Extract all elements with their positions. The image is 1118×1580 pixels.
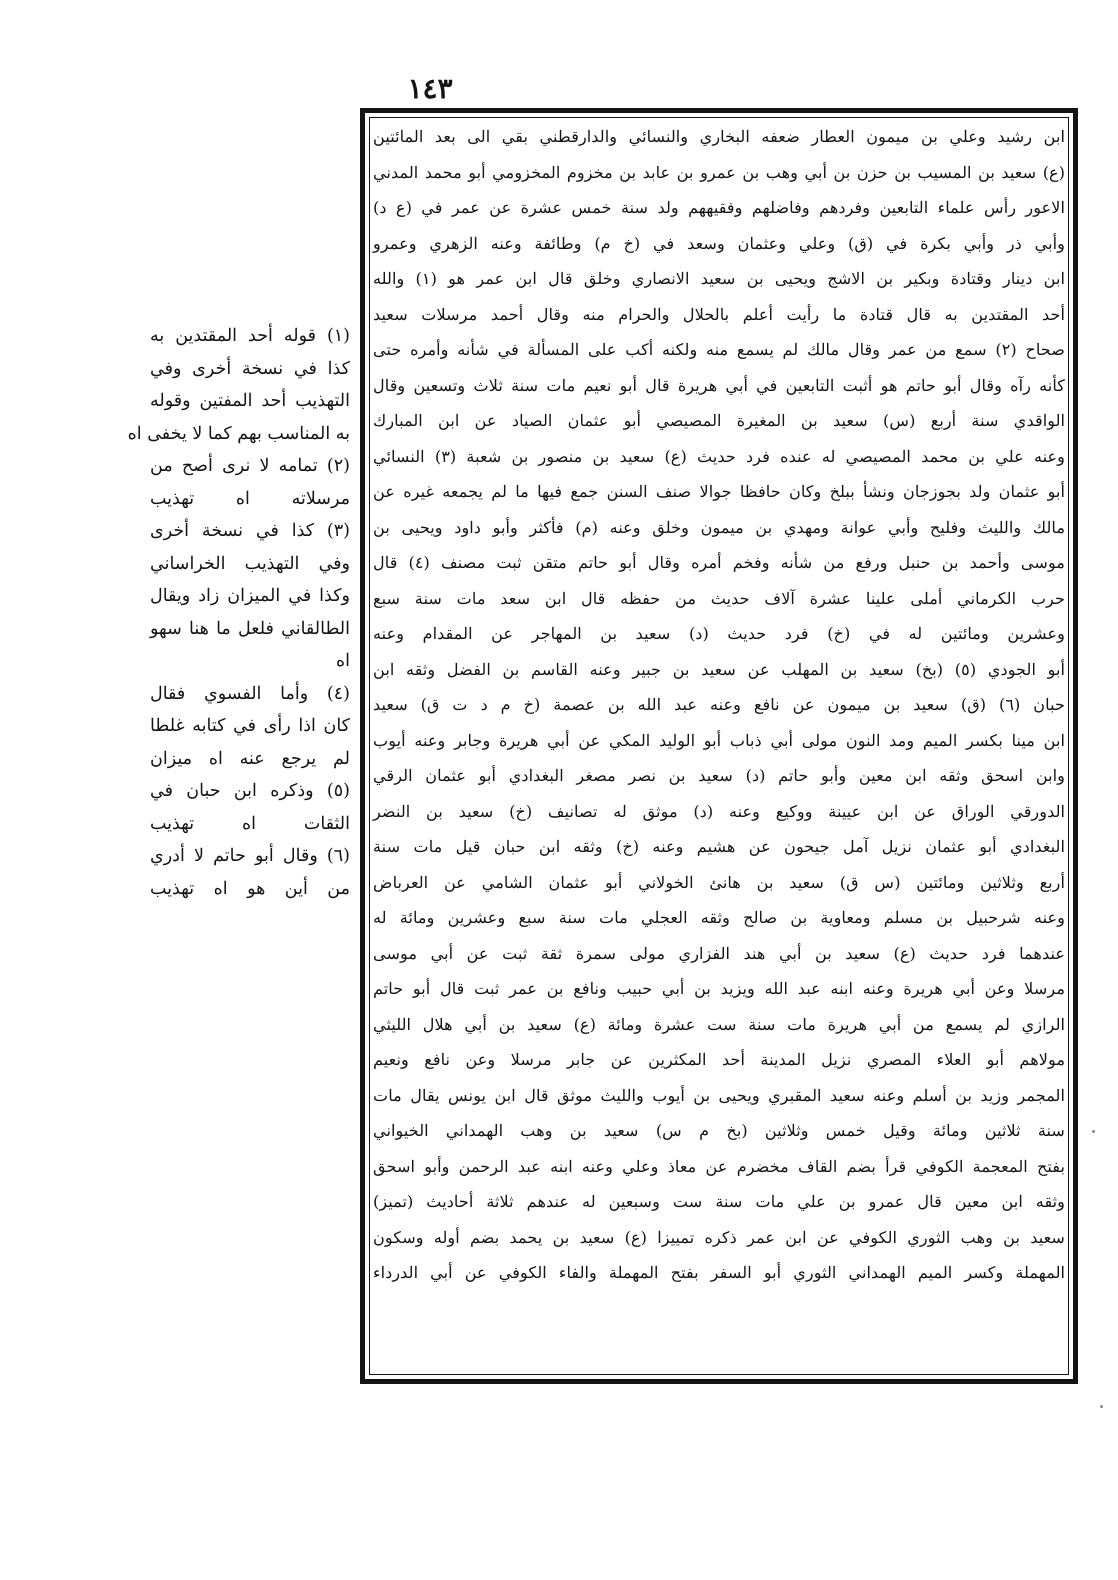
text-line: صحاح (٢) سمع من عمر وقال مالك لم يسمع منه ولكنه أكب على المسألة في شأنه وأمره حتى [373, 340, 1066, 359]
text-line: كأنه رآه وقال أبو حاتم هو أثبت التابعين في أبي هريرة قال أبو نعيم مات سنة ثلاث وتسعين وقال [373, 375, 1065, 395]
text-line: أربع وثلاثين ومائتين (س ق) سعيد بن هانئ الخولاني أبو عثمان الشامي عن العرباض [373, 872, 1065, 892]
paper-speck [1100, 1405, 1103, 1408]
footnote-line: الثقات اه تهذيب [150, 813, 350, 834]
text-line [373, 1291, 1065, 1327]
text-line: أحد المقتدين به قال قتادة ما رأيت أعلم بالحلال والحرام منه وقال أحمد مرسلات سعيد [373, 304, 1065, 324]
text-line: البغدادي أبو عثمان نزيل آمل جيحون عن هشيم وعنه (خ) وثقه ابن حبان قيل مات سنة [373, 837, 1065, 856]
footnote-line: مرسلاته اه تهذيب [150, 488, 350, 509]
text-line: عندهما فرد حديث (ع) سعيد بن أبي هند الفزاري مولى سمرة ثقة ثبت عن أبي موسى [373, 943, 1065, 963]
text-line: وأبي ذر وأبي بكرة في (ق) وعلي وعثمان وسعد في (خ م) وطائفة وعنه الزهري وعمرو [373, 233, 1065, 253]
text-line: حبان (٦) (ق) سعيد بن ميمون عن نافع وعنه عبد الله بن عصمة (خ م د ت ق) سعيد [373, 695, 1065, 714]
text-line: المجمر وزيد بن أسلم وعنه سعيد المقبري ويحيى بن أيوب والليث موثق قال ابن يونس يقال مات [373, 1085, 1065, 1105]
text-line: مرسلا وعن أبي هريرة وعنه ابنه عبد الله ويزيد بن أبي حبيب ونافع بن عمر ثبت قال أبو حاتم [373, 979, 1065, 998]
text-line: (ع) سعيد بن المسيب بن حزن بن أبي وهب بن عمرو بن عابد بن مخزوم المخزومي أبو محمد المدني [373, 162, 1065, 182]
text-line: الرازي لم يسمع من أبي هريرة مات سنة ست عشرة ومائة (ع) سعيد بن أبي هلال الليثي [373, 1014, 1065, 1034]
footnote-line: (٣) كذا في نسخة أخرى [150, 521, 350, 541]
main-text-block [373, 119, 1065, 1373]
footnote-line: لم يرجع عنه اه ميزان [150, 748, 350, 769]
paper-speck [1092, 1130, 1095, 1133]
text-line: ابن مينا بكسر الميم ومد النون مولى أبي ذباب أبو الوليد المكي عن أبي هريرة وجابر وعنه أيوب [373, 730, 1065, 750]
text-line: وعنه شرحبيل بن مسلم ومعاوية بن صالح وثقه العجلي مات سنة سبع وعشرين ومائة له [373, 908, 1065, 927]
text-line: ابن دينار وقتادة وبكير بن الاشج ويحيى بن سعيد الانصاري وخلق قال ابن عمر هو (١) والله [373, 269, 1065, 288]
text-line: وعنه علي بن محمد المصيصي له عنده فرد حديث (ع) سعيد بن منصور بن شعبة (٣) النسائي [373, 446, 1065, 466]
footnote-line: (٦) وقال أبو حاتم لا أدري [150, 846, 350, 866]
footnote-line: من أين هو اه تهذيب [150, 878, 350, 899]
text-line: أبو الجودي (٥) (بخ) سعيد بن المهلب عن سعيد بن جبير وعنه القاسم بن الفضل وثقه ابن [373, 659, 1065, 679]
text-line: وعشرين ومائتين له في (خ) فرد حديث (د) سعيد بن المهاجر عن المقدام وعنه [373, 624, 1065, 643]
text-line: وثقه ابن معين قال عمرو بن علي مات سنة ست وسبعين له عندهم ثلاثة أحاديث (تميز) [373, 1192, 1065, 1211]
footnote-line: (١) قوله أحد المقتدين به [150, 326, 350, 346]
footnote-line: كان اذا رأى في كتابه غلطا [150, 716, 350, 736]
footnote-line: وكذا في الميزان زاد ويقال [150, 586, 350, 606]
text-line: سعيد بن وهب الثوري الكوفي عن ابن عمر ذكره تمييزا (ع) سعيد بن يحمد بضم أوله وسكون [373, 1227, 1065, 1247]
page-number: ١٤٣ [407, 72, 453, 105]
footnote-line: (٢) تمامه لا نرى أصح من [150, 456, 350, 476]
footnote-line: كذا في نسخة أخرى وفي [150, 358, 350, 379]
footnote-line: الطالقاني فلعل ما هنا سهو [150, 618, 350, 639]
footnote-line: اه [335, 651, 350, 671]
text-line: الدورقي الوراق عن ابن عيينة ووكيع وعنه (د) موثق له تصانيف (خ) سعيد بن النضر [373, 801, 1065, 821]
main-text-frame [360, 108, 1078, 1384]
text-line: بفتح المعجمة الكوفي قرأ بضم القاف مخضرم عن معاذ وعلي وعنه ابنه عبد الرحمن وأبو اسحق [373, 1156, 1065, 1176]
margin-footnotes [127, 320, 350, 905]
footnote-line: به المناسب بهم كما لا يخفى اه [127, 423, 350, 444]
text-line: مالك والليث وفليح وأبي عوانة ومهدي بن ميمون وخلق وعنه (م) فأكثر وأبو داود ويحيى بن [373, 517, 1065, 537]
text-line: المهملة وكسر الميم الهمداني الثوري أبو السفر بفتح المهملة والفاء الكوفي عن أبي الدرداء [373, 1263, 1065, 1282]
footnote-line: وفي التهذيب الخراساني [150, 553, 350, 574]
footnote-line: التهذيب أحد المفتين وقوله [150, 391, 350, 411]
text-line: أبو عثمان ولد بجوزجان ونشأ ببلخ وكان حافظا جوالا صنف السنن جمع فيها ما لم يجمعه غيره عن [373, 482, 1065, 501]
text-line: سنة ثلاثين ومائة وقيل خمس وثلاثين (بخ م س) سعيد بن وهب الهمداني الخيواني [373, 1121, 1065, 1140]
text-line: مولاهم أبو العلاء المصري نزيل المدينة أحد المكثرين عن جابر مرسلا وعن نافع ونعيم [373, 1050, 1065, 1069]
text-line: الاعور رأس علماء التابعين وفردهم وفاضلهم وفقيههم ولد سنة خمس عشرة عن عمر في (ع د) [373, 198, 1065, 217]
text-line: حرب الكرماني أملى علينا عشرة آلاف حديث من حفظه قال ابن سعد مات سنة سبع [373, 588, 1065, 608]
footnote-line: (٥) وذكره ابن حبان في [150, 781, 350, 801]
footnote-line: (٤) وأما الفسوي فقال [150, 683, 350, 704]
text-line: موسى وأحمد بن حنبل ورفع من شأنه وفخم أمره وقال أبو حاتم متقن ثبت مصنف (٤) قال [373, 553, 1065, 572]
text-line: الواقدي سنة أربع (س) سعيد بن المغيرة المصيصي أبو عثمان الصياد عن ابن المبارك [373, 411, 1065, 430]
text-line: وابن اسحق وثقه ابن معين وأبو حاتم (د) سعيد بن نصر مصغر البغدادي أبو عثمان الرقي [373, 766, 1065, 785]
text-line [373, 1326, 1065, 1362]
text-line: ابن رشيد وعلي بن ميمون العطار ضعفه البخاري والنسائي والدارقطني بقي الى بعد المائتين [373, 127, 1065, 146]
